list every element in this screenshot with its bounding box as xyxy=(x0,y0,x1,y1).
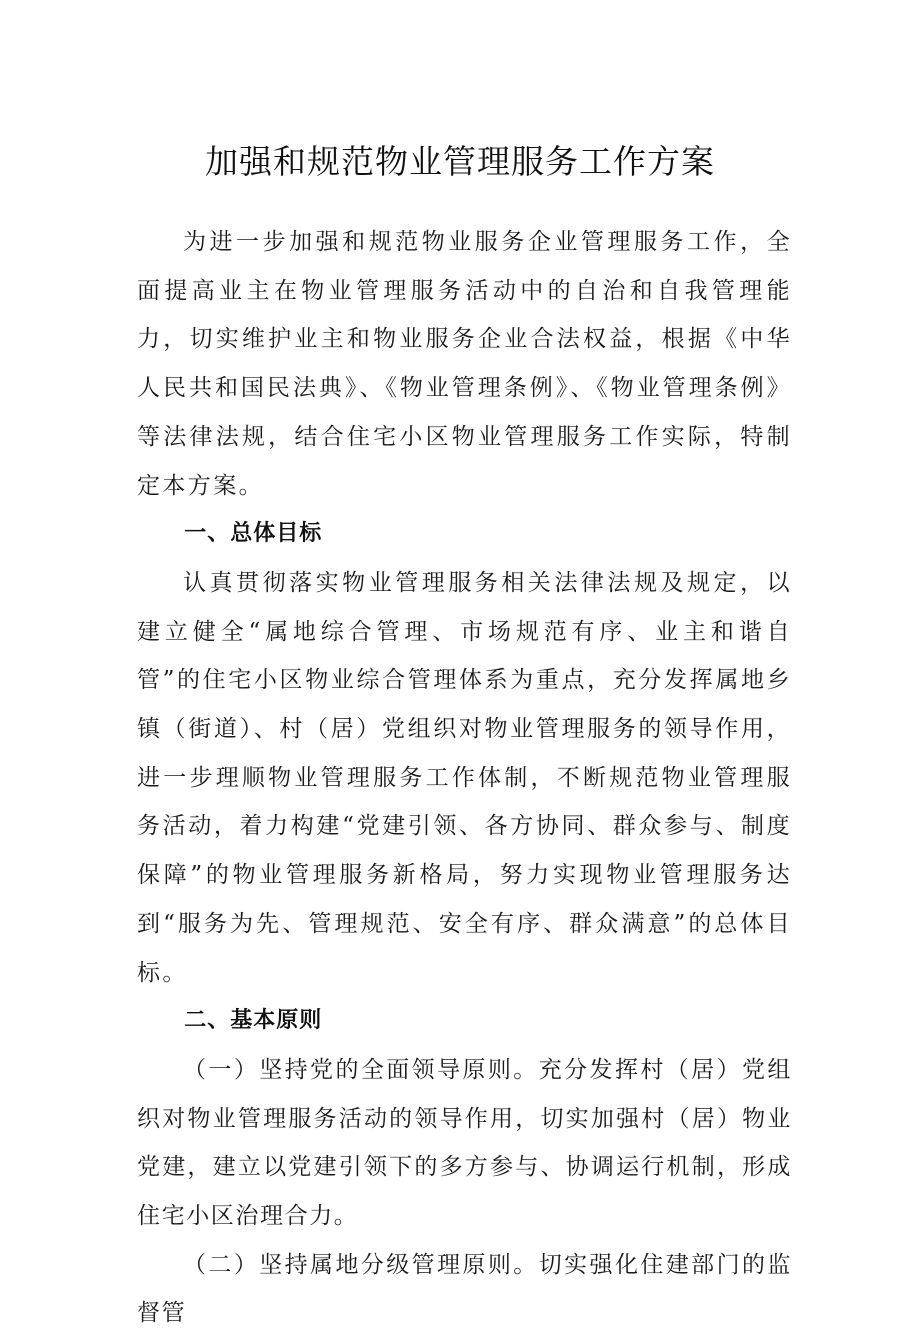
section-heading-basic-principles: 二、基本原则 xyxy=(184,1008,323,1034)
intro-paragraph: 为进一步加强和规范物业服务企业管理服务工作，全面提高业主在物业管理服务活动中的自治和自我管理能力，切实维护业主和物业服务企业合法权益，根据《中华人民共和国民法典》、《物业管理条例》、《物业管理条例》等法律法规，结合住宅小区物业管理服务工作实际，特制定本方案。 xyxy=(137,229,792,499)
overall-goals-paragraph: 认真贯彻落实物业管理服务相关法律法规及规定，以建立健全“属地综合管理、市场规范有序、业主和谐自管”的住宅小区物业综合管理体系为重点，充分发挥属地乡镇（街道）、村（居）党组织对物业管理服务的领导作用，进一步理顺物业管理服务工作体制，不断规范物业管理服务活动，着力构建“党建引领、各方协同、群众参与、制度保障”的物业管理服务新格局，努力实现物业管理服务达到“服务为先、管理规范、安全有序、群众满意”的总体目标。 xyxy=(137,569,792,986)
document-title: 加强和规范物业管理服务工作方案 xyxy=(205,142,715,181)
principle-paragraph-2: （二）坚持属地分级管理原则。切实强化住建部门的监督管 xyxy=(137,1251,792,1327)
section-heading-overall-goals: 一、总体目标 xyxy=(184,521,323,547)
principle-paragraph-1: （一）坚持党的全面领导原则。充分发挥村（居）党组织对物业管理服务活动的领导作用，切实加强村（居）物业党建，建立以党建引领下的多方参与、协调运行机制，形成住宅小区治理合力。 xyxy=(137,1056,792,1230)
document-body xyxy=(137,218,792,1338)
